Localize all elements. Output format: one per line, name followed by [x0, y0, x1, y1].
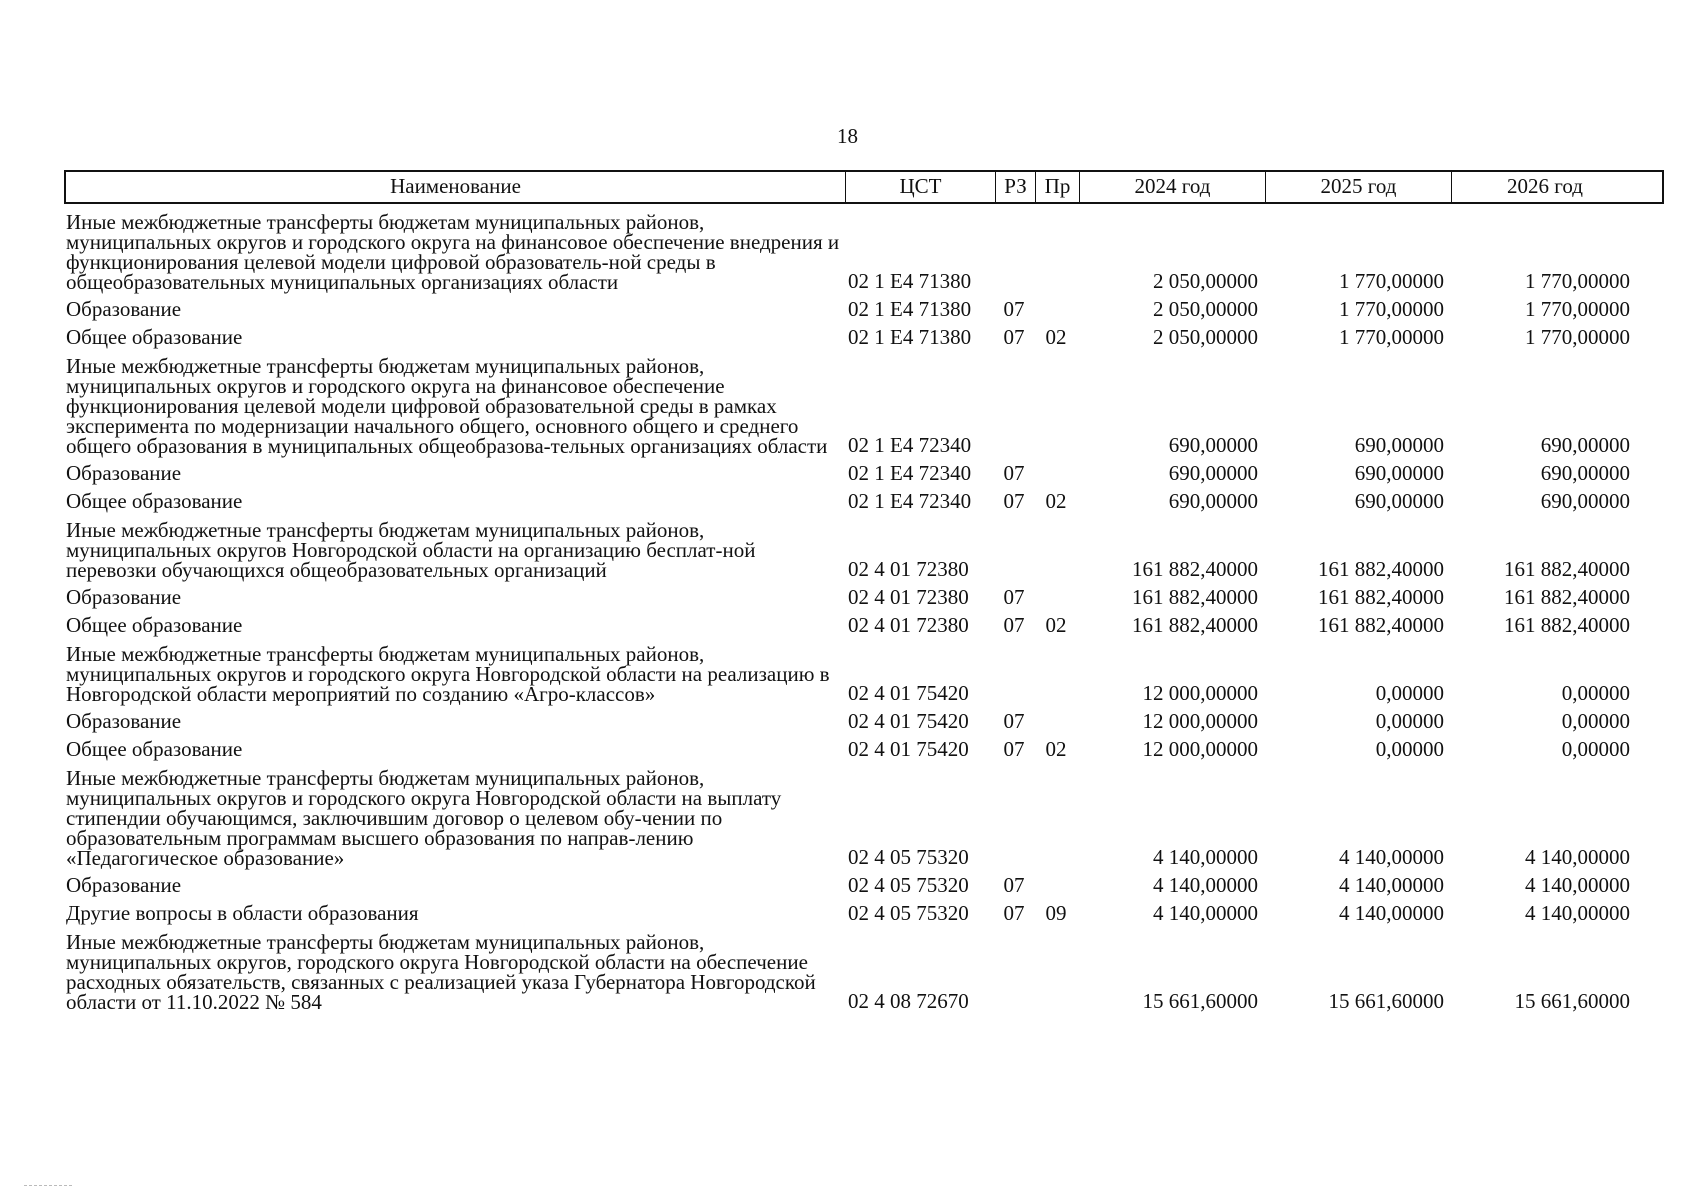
row-value-2025: 161 882,40000 — [1318, 585, 1444, 609]
row-name: Иные межбюджетные трансферты бюджетам муниципальных районов, муниципальных округов и городского округа на финансовое обеспечение функционирования целевой модели цифровой образовательной среды в рамках эксперимента по модернизации начального общего, основного общего и среднего общего образования в муниципальных общеобразова-тельных организациях области — [66, 354, 828, 458]
row-rz: 07 — [1003, 613, 1025, 637]
table-row — [64, 212, 1664, 292]
budget-table — [64, 170, 1664, 1012]
row-cst: 02 4 01 72380 — [848, 585, 969, 609]
row-rz: 07 — [1003, 325, 1025, 349]
row-value-2024: 12 000,00000 — [1142, 737, 1258, 761]
row-cst: 02 1 E4 72340 — [848, 433, 972, 457]
row-value-2024: 161 882,40000 — [1132, 557, 1258, 581]
row-cst: 02 4 01 72380 — [848, 613, 969, 637]
row-cst: 02 4 05 75320 — [848, 845, 969, 869]
row-rz: 07 — [1003, 461, 1025, 485]
row-value-2026: 4 140,00000 — [1525, 845, 1630, 869]
row-name: Образование — [66, 873, 182, 897]
row-value-2024: 690,00000 — [1168, 433, 1258, 457]
row-value-2025: 690,00000 — [1354, 433, 1444, 457]
row-value-2025: 4 140,00000 — [1339, 845, 1444, 869]
row-cst: 02 4 01 75420 — [848, 681, 969, 705]
row-value-2024: 161 882,40000 — [1132, 585, 1258, 609]
row-value-2026: 690,00000 — [1540, 489, 1630, 513]
header-2024: 2024 год — [1080, 172, 1266, 202]
table-row — [64, 739, 1664, 760]
row-cst: 02 4 05 75320 — [848, 873, 969, 897]
row-value-2024: 2 050,00000 — [1153, 269, 1258, 293]
row-cst: 02 1 E4 71380 — [848, 297, 972, 321]
row-name: Другие вопросы в области образования — [66, 901, 419, 925]
row-value-2025: 1 770,00000 — [1339, 325, 1444, 349]
row-name: Образование — [66, 297, 182, 321]
row-value-2026: 690,00000 — [1540, 433, 1630, 457]
row-value-2026: 1 770,00000 — [1525, 269, 1630, 293]
row-name: Образование — [66, 461, 182, 485]
row-rz: 07 — [1003, 489, 1025, 513]
table-row — [64, 711, 1664, 732]
row-value-2024: 690,00000 — [1168, 489, 1258, 513]
header-cst: ЦСТ — [846, 172, 996, 202]
row-value-2026: 0,00000 — [1561, 681, 1630, 705]
row-value-2024: 4 140,00000 — [1153, 845, 1258, 869]
row-rz: 07 — [1003, 737, 1025, 761]
row-cst: 02 4 01 72380 — [848, 557, 969, 581]
row-name: Общее образование — [66, 325, 243, 349]
row-name: Образование — [66, 585, 182, 609]
row-value-2024: 161 882,40000 — [1132, 613, 1258, 637]
row-value-2025: 690,00000 — [1354, 489, 1444, 513]
row-value-2025: 690,00000 — [1354, 461, 1444, 485]
table-body — [64, 212, 1664, 1012]
row-value-2025: 1 770,00000 — [1339, 297, 1444, 321]
row-value-2026: 690,00000 — [1540, 461, 1630, 485]
header-rz: РЗ — [996, 172, 1036, 202]
row-rz: 07 — [1003, 901, 1025, 925]
row-value-2024: 2 050,00000 — [1153, 325, 1258, 349]
row-cst: 02 4 08 72670 — [848, 989, 969, 1013]
row-name: Общее образование — [66, 737, 243, 761]
header-2026: 2026 год — [1507, 174, 1583, 198]
row-cst: 02 4 01 75420 — [848, 709, 969, 733]
row-value-2024: 4 140,00000 — [1153, 901, 1258, 925]
table-row — [64, 587, 1664, 608]
table-row — [64, 932, 1664, 1012]
table-row — [64, 299, 1664, 320]
row-rz: 07 — [1003, 709, 1025, 733]
row-name: Иные межбюджетные трансферты бюджетам муниципальных районов, муниципальных округов, городского округа Новгородской области на обеспечение расходных обязательств, связанных с реализацией указа Губернатора Новгородской области от 11.10.2022 № 584 — [66, 930, 816, 1014]
row-value-2026: 1 770,00000 — [1525, 297, 1630, 321]
row-value-2026: 161 882,40000 — [1504, 585, 1630, 609]
row-name: Иные межбюджетные трансферты бюджетам муниципальных районов, муниципальных округов Новгородской области на организацию бесплат-ной перевозки обучающихся общеобразовательных организаций — [66, 518, 756, 582]
table-row — [64, 875, 1664, 896]
row-value-2025: 161 882,40000 — [1318, 557, 1444, 581]
row-rz: 07 — [1003, 585, 1025, 609]
row-value-2024: 690,00000 — [1168, 461, 1258, 485]
row-value-2025: 0,00000 — [1375, 737, 1444, 761]
row-pr: 02 — [1045, 737, 1067, 761]
row-value-2026: 4 140,00000 — [1525, 873, 1630, 897]
row-value-2025: 15 661,60000 — [1328, 989, 1444, 1013]
row-value-2026: 0,00000 — [1561, 709, 1630, 733]
table-row — [64, 615, 1664, 636]
row-name: Иные межбюджетные трансферты бюджетам муниципальных районов, муниципальных округов и городского округа на финансовое обеспечение внедрения и функционирования целевой модели цифровой образователь-ной среды в общеобразовательных муниципальных организациях области — [66, 210, 840, 294]
table-row — [64, 463, 1664, 484]
row-value-2026: 161 882,40000 — [1504, 557, 1630, 581]
row-name: Иные межбюджетные трансферты бюджетам муниципальных районов, муниципальных округов и городского округа Новгородской области на реализацию в Новгородской области мероприятий по созданию «Агро-классов» — [66, 642, 830, 706]
row-value-2025: 0,00000 — [1375, 681, 1444, 705]
row-pr: 02 — [1045, 489, 1067, 513]
scan-artifact — [24, 1185, 72, 1187]
row-value-2025: 4 140,00000 — [1339, 901, 1444, 925]
row-pr: 09 — [1045, 901, 1067, 925]
row-cst: 02 1 E4 71380 — [848, 269, 972, 293]
row-cst: 02 1 E4 72340 — [848, 489, 972, 513]
row-value-2025: 0,00000 — [1375, 709, 1444, 733]
header-pr: Пр — [1036, 172, 1080, 202]
row-value-2024: 4 140,00000 — [1153, 873, 1258, 897]
table-row — [64, 644, 1664, 704]
table-row — [64, 491, 1664, 512]
row-value-2026: 1 770,00000 — [1525, 325, 1630, 349]
page-number: 18 — [837, 124, 858, 148]
table-header — [64, 170, 1664, 204]
row-value-2026: 161 882,40000 — [1504, 613, 1630, 637]
row-value-2026: 4 140,00000 — [1525, 901, 1630, 925]
row-name: Образование — [66, 709, 182, 733]
header-name: Наименование — [66, 172, 846, 202]
row-cst: 02 4 01 75420 — [848, 737, 969, 761]
row-value-2025: 4 140,00000 — [1339, 873, 1444, 897]
header-2025: 2025 год — [1266, 172, 1452, 202]
row-value-2024: 2 050,00000 — [1153, 297, 1258, 321]
table-row — [64, 327, 1664, 348]
table-row — [64, 903, 1664, 924]
row-rz: 07 — [1003, 873, 1025, 897]
row-value-2026: 0,00000 — [1561, 737, 1630, 761]
row-value-2025: 161 882,40000 — [1318, 613, 1444, 637]
row-cst: 02 1 E4 71380 — [848, 325, 972, 349]
row-name: Общее образование — [66, 613, 243, 637]
row-name: Иные межбюджетные трансферты бюджетам муниципальных районов, муниципальных округов и городского округа Новгородской области на выплату стипендии обучающимся, заключившим договор о целевом обу-чении по образовательным программам высшего образования по направ-лению «Педагогическое образование» — [66, 766, 782, 870]
table-row — [64, 520, 1664, 580]
row-value-2024: 12 000,00000 — [1142, 681, 1258, 705]
row-value-2026: 15 661,60000 — [1514, 989, 1630, 1013]
table-row — [64, 356, 1664, 456]
row-value-2025: 1 770,00000 — [1339, 269, 1444, 293]
row-cst: 02 4 05 75320 — [848, 901, 969, 925]
row-rz: 07 — [1003, 297, 1025, 321]
row-value-2024: 15 661,60000 — [1142, 989, 1258, 1013]
row-pr: 02 — [1045, 325, 1067, 349]
row-value-2024: 12 000,00000 — [1142, 709, 1258, 733]
row-name: Общее образование — [66, 489, 243, 513]
row-pr: 02 — [1045, 613, 1067, 637]
row-cst: 02 1 E4 72340 — [848, 461, 972, 485]
table-row — [64, 768, 1664, 868]
